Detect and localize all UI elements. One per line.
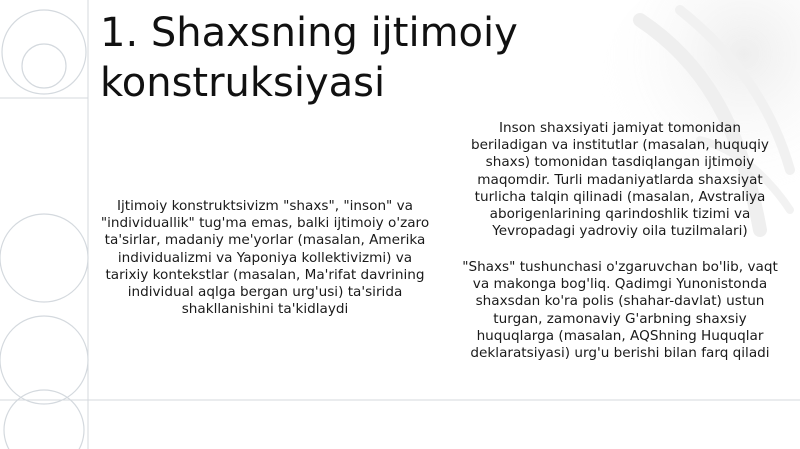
right-paragraph-1: Inson shaxsiyati jamiyat tomonidan beriladigan va institutlar (masalan, huquqiy shaxs) tomonidan tasdiqlangan ijtimoiy maqomdir. Turli madaniyatlarda shaxsiyat turlicha talqin qilinadi (masalan, Avstraliya aborigenlarining qarindoshlik tizimi va Yevropadagi yadroviy oila tuzilmalari) [471,120,769,240]
right-paragraph-2: "Shaxs" tushunchasi o'zgaruvchan bo'lib, vaqt va makonga bog'liq. Qadimgi Yunonistonda shaxsdan ko'ra polis (shahar-davlat) ustun turgan, zamonaviy G'arbning shaxsiy huquqlarga (masalan, AQShning Huquqlar deklaratsiyasi) urg'u berishi bilan farq qiladi [462,259,778,362]
left-paragraph: Ijtimoiy konstruktsivizm "shaxs", "inson" va "individuallik" tug'ma emas, balki ijtimoiy o'zaro ta'sirlar, madaniy me'yorlar (masalan, Amerika individualizmi va Yaponiya kollektivizmi) va tarixiy kontekstlar (masalan, Ma'rifat davrining individual aqlga bergan urg'usi) ta'sirida shakllanishini ta'kidlaydi [100,198,430,318]
slide-title: 1. Shaxsning ijtimoiy konstruksiyasi [100,10,518,106]
circle-outline-icon [0,10,88,449]
